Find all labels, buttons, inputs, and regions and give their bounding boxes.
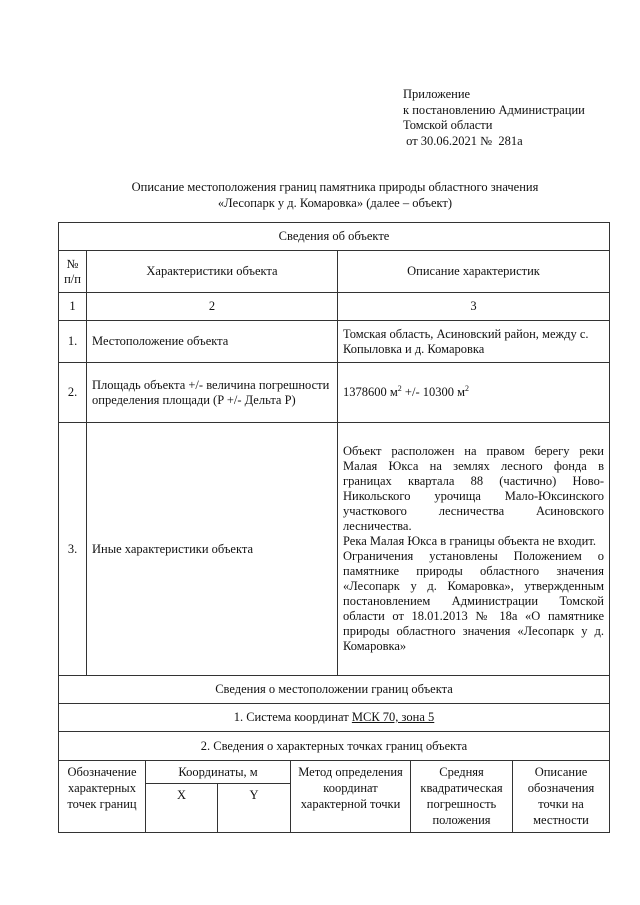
- header-line-1: Приложение: [403, 87, 471, 101]
- row-number: 2.: [59, 363, 87, 423]
- column-index-row: [59, 293, 610, 321]
- designation-header: Обозначение характерных точек границ: [59, 761, 146, 833]
- col-index-2: 2: [87, 293, 338, 321]
- x-header: X: [146, 784, 218, 833]
- table-row: [59, 363, 610, 423]
- area-error-exponent: 2: [465, 383, 470, 393]
- header-line-3: Томской области: [403, 118, 493, 132]
- point-description-header: Описание обозначения точки на местности: [513, 761, 610, 833]
- area-unit-exponent: 2: [397, 383, 402, 393]
- area-error: +/- 10300 м: [401, 385, 466, 399]
- col-num-header: № п/п: [59, 251, 87, 293]
- title-line-2: «Лесопарк у д. Комаровка» (далее – объект): [217, 196, 453, 210]
- y-header: Y: [218, 784, 291, 833]
- row-number: 3.: [59, 423, 87, 676]
- row-characteristic: Местоположение объекта: [87, 321, 338, 363]
- col-desc-header: Описание характеристик: [338, 251, 610, 293]
- table-header-row: [59, 251, 610, 293]
- points-title: 2. Сведения о характерных точках границ объекта: [59, 732, 610, 761]
- document-title: [60, 179, 610, 211]
- points-title-row: [59, 732, 610, 761]
- header-line-2: к постановлению Администрации: [403, 102, 585, 117]
- row-description: [338, 363, 610, 423]
- section-title: Сведения об объекте: [59, 223, 610, 251]
- boundary-points-table: [58, 760, 610, 833]
- area-value: 1378600 м: [343, 385, 398, 399]
- row-characteristic: Площадь объекта +/- величина погрешности определения площади (P +/- Дельта P): [87, 363, 338, 423]
- row-characteristic: Иные характеристики объекта: [87, 423, 338, 676]
- col-index-3: 3: [338, 293, 610, 321]
- row-description: [338, 423, 610, 676]
- row-description: Томская область, Асиновский район, между с. Копыловка и д. Комаровка: [338, 321, 610, 363]
- object-info-table: [58, 222, 610, 761]
- col-index-1: 1: [59, 293, 87, 321]
- description-paragraph: Объект расположен на правом берегу реки Малая Юкса на землях лесного фонда в границах квартала 88 (частично) Ново-Никольского урочища Мало-Юксинского участкового лесничества Асиновского лесничества.: [343, 444, 604, 533]
- location-section-row: [59, 676, 610, 704]
- title-line-1: Описание местоположения границ памятника природы областного значения: [131, 180, 539, 194]
- coord-system-name: МСК 70, зона 5: [351, 710, 435, 724]
- error-header: Средняя квадратическая погрешность положения: [411, 761, 513, 833]
- table-row: [59, 321, 610, 363]
- points-header-row: [59, 761, 610, 784]
- coords-header: Координаты, м: [146, 761, 291, 784]
- section-header-row: [59, 223, 610, 251]
- coord-system-cell: [59, 704, 610, 732]
- header-line-4: от 30.06.2021 № 281а: [403, 133, 523, 148]
- coord-system-row: [59, 704, 610, 732]
- appendix-header: [403, 87, 585, 149]
- coord-system-prefix: 1. Система координат: [233, 710, 352, 724]
- description-paragraph: Река Малая Юкса в границы объекта не входит.: [343, 534, 596, 548]
- table-row: [59, 423, 610, 676]
- location-title: Сведения о местоположении границ объекта: [59, 676, 610, 704]
- row-number: 1.: [59, 321, 87, 363]
- method-header: Метод определения координат характерной точки: [291, 761, 411, 833]
- col-char-header: Характеристики объекта: [87, 251, 338, 293]
- description-paragraph: Ограничения установлены Положением о памятнике природы областного значения «Лесопарк у д. Комаровка», утвержденным постановлением Администрации Томской области от 18.01.2013 № 18а «О памятнике природы областного значения «Лесопарк у д. Комаровка»: [343, 549, 604, 653]
